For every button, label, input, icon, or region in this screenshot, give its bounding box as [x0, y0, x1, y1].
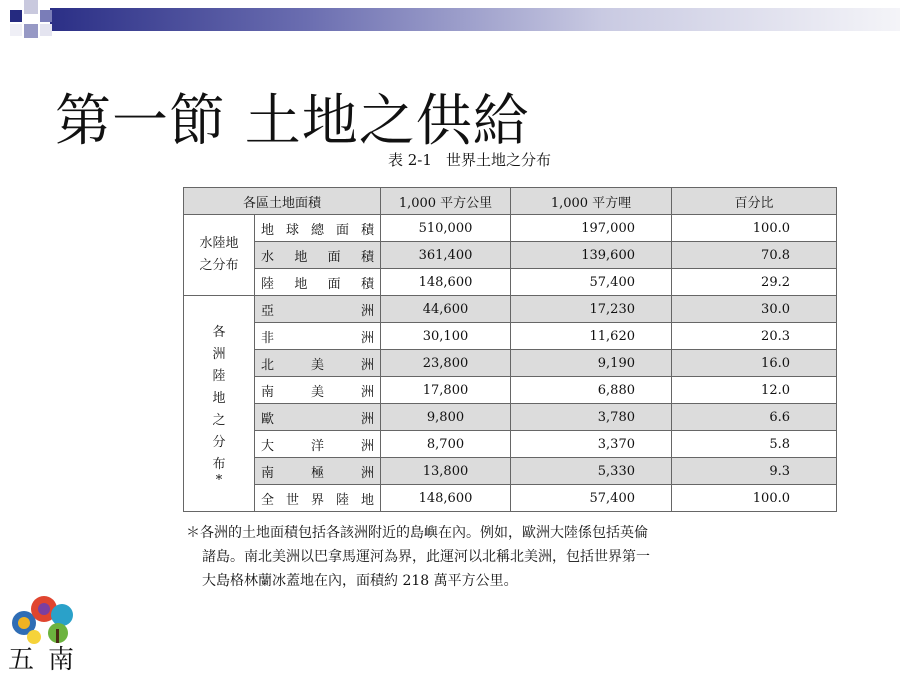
row-label-char: 地	[294, 249, 308, 265]
row-label-char: 地	[294, 276, 308, 292]
table-caption-title: 世界土地之分布	[445, 151, 551, 169]
value-percent: 16.0	[672, 350, 837, 377]
row-label-char: 積	[360, 249, 374, 265]
value-mi2: 139,600	[511, 242, 672, 269]
value-mi2: 17,230	[511, 296, 672, 323]
value-percent: 30.0	[672, 296, 837, 323]
row-label-char: 球	[285, 222, 299, 238]
group-label-line: 之分布	[199, 258, 239, 273]
table-row	[184, 215, 837, 242]
table-row	[184, 458, 837, 485]
table-row	[184, 404, 837, 431]
row-label-char: 極	[310, 465, 324, 481]
value-mi2: 3,370	[511, 431, 672, 458]
header-cell: 1,000 平方哩	[511, 188, 672, 215]
value-km2: 30,100	[381, 323, 511, 350]
decorative-square	[24, 24, 38, 38]
footnote-line: 大島格林蘭冰蓋地在內，面積約 218 萬平方公里。	[202, 573, 518, 589]
row-label-char: 陸	[261, 276, 275, 292]
row-label	[255, 377, 381, 404]
row-label	[255, 458, 381, 485]
header-cell: 百分比	[672, 188, 837, 215]
row-label-char: 陸	[335, 492, 349, 508]
row-label	[255, 350, 381, 377]
table-row	[184, 296, 837, 323]
group-label-char: 陸	[212, 368, 226, 384]
row-label-char: 南	[261, 384, 275, 400]
decorative-square	[10, 24, 22, 36]
value-mi2: 5,330	[511, 458, 672, 485]
value-percent: 29.2	[672, 269, 837, 296]
row-label	[255, 404, 381, 431]
group-label-char: 洲	[212, 346, 226, 362]
value-km2: 8,700	[381, 431, 511, 458]
table-row	[184, 485, 837, 512]
row-label-char: 面	[327, 249, 341, 265]
value-mi2: 57,400	[511, 485, 672, 512]
header-cell: 各區土地面積	[184, 188, 381, 215]
table-row	[184, 350, 837, 377]
row-label-char: 洲	[360, 303, 374, 319]
value-km2: 148,600	[381, 485, 511, 512]
value-mi2: 3,780	[511, 404, 672, 431]
value-km2: 510,000	[381, 215, 511, 242]
value-km2: 361,400	[381, 242, 511, 269]
row-label-char: 美	[310, 384, 324, 400]
row-label	[255, 485, 381, 512]
row-label-char: 地	[261, 222, 275, 238]
value-km2: 17,800	[381, 377, 511, 404]
value-mi2: 9,190	[511, 350, 672, 377]
row-label-char: 積	[360, 222, 374, 238]
table-caption	[388, 149, 551, 170]
value-km2: 9,800	[381, 404, 511, 431]
table-row	[184, 431, 837, 458]
value-km2: 148,600	[381, 269, 511, 296]
value-mi2: 57,400	[511, 269, 672, 296]
table-body	[184, 215, 837, 512]
decorative-square	[10, 10, 22, 22]
row-label-char: 全	[261, 492, 275, 508]
group-label-continents	[184, 296, 255, 512]
row-label-char: 歐	[261, 411, 275, 427]
row-label-char: 大	[261, 438, 275, 454]
value-mi2: 11,620	[511, 323, 672, 350]
group-label-land-water	[184, 215, 255, 296]
decorative-square	[40, 24, 52, 36]
value-percent: 70.8	[672, 242, 837, 269]
row-label-char: 世	[285, 492, 299, 508]
slide-title: 第一節 土地之供給	[55, 92, 530, 149]
row-label	[255, 296, 381, 323]
row-label-char: 面	[335, 222, 349, 238]
value-km2: 23,800	[381, 350, 511, 377]
value-percent: 100.0	[672, 215, 837, 242]
row-label-char: 洲	[360, 384, 374, 400]
header-cell: 1,000 平方公里	[381, 188, 511, 215]
footnote-line: ＊各洲的土地面積包括各該洲附近的島嶼在內。例如，歐洲大陸係包括英倫	[186, 525, 648, 541]
row-label-char: 北	[261, 357, 275, 373]
row-label-char: 南	[261, 465, 275, 481]
value-percent: 100.0	[672, 485, 837, 512]
row-label-char: 總	[310, 222, 324, 238]
row-label	[255, 242, 381, 269]
row-label	[255, 215, 381, 242]
row-label-char: 積	[360, 276, 374, 292]
group-label-char: *	[215, 472, 223, 488]
row-label-char: 洲	[360, 357, 374, 373]
value-percent: 12.0	[672, 377, 837, 404]
table-row	[184, 323, 837, 350]
table-footnote	[186, 521, 776, 593]
publisher-logo-text: 五南	[8, 645, 89, 675]
table-row	[184, 269, 837, 296]
row-label-char: 洲	[360, 330, 374, 346]
row-label-char: 洲	[360, 438, 374, 454]
row-label-char: 面	[327, 276, 341, 292]
row-label-char: 洲	[360, 465, 374, 481]
decorative-square	[40, 10, 52, 22]
table-row	[184, 242, 837, 269]
footnote-line: 諸島。南北美洲以巴拿馬運河為界，此運河以北稱北美洲，包括世界第一	[202, 549, 650, 565]
row-label-char: 洋	[310, 438, 324, 454]
value-km2: 13,800	[381, 458, 511, 485]
row-label	[255, 269, 381, 296]
row-label	[255, 323, 381, 350]
group-label-char: 地	[212, 390, 226, 406]
publisher-logo-icon	[10, 593, 76, 645]
group-label-char: 各	[212, 324, 226, 340]
row-label-char: 界	[310, 492, 324, 508]
value-percent: 5.8	[672, 431, 837, 458]
group-label-char: 之	[212, 412, 226, 428]
decorative-square	[24, 0, 38, 14]
group-label-line: 水陸地	[199, 236, 239, 251]
row-label-char: 亞	[261, 303, 275, 319]
table-header-row	[184, 188, 837, 215]
value-percent: 20.3	[672, 323, 837, 350]
value-km2: 44,600	[381, 296, 511, 323]
table-caption-number: 表 2-1	[388, 151, 432, 169]
value-mi2: 197,000	[511, 215, 672, 242]
row-label-char: 地	[360, 492, 374, 508]
value-percent: 6.6	[672, 404, 837, 431]
group-label-char: 布	[212, 456, 226, 472]
row-label-char: 非	[261, 330, 275, 346]
value-percent: 9.3	[672, 458, 837, 485]
row-label	[255, 431, 381, 458]
table-row	[184, 377, 837, 404]
top-decorative-band	[50, 8, 900, 31]
row-label-char: 美	[310, 357, 324, 373]
row-label-char: 水	[261, 249, 275, 265]
group-label-char: 分	[212, 434, 226, 450]
land-distribution-table	[183, 187, 837, 512]
value-mi2: 6,880	[511, 377, 672, 404]
row-label-char: 洲	[360, 411, 374, 427]
